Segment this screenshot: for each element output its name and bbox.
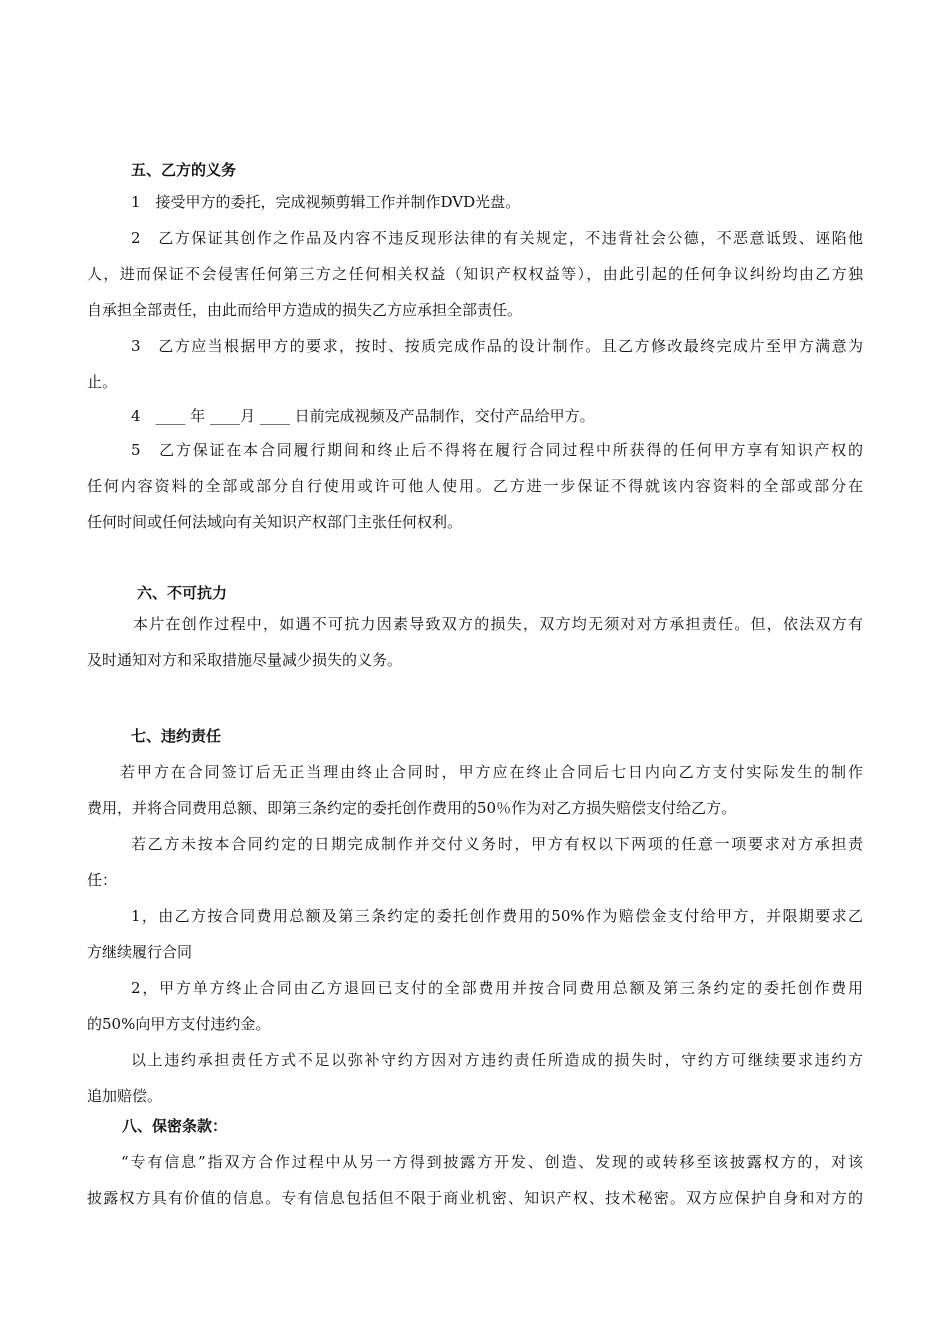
section5-item5-line3: 任何时间或任何法域向有关知识产权部门主张任何权利。	[87, 513, 463, 531]
section7-para2-line2: 任：	[87, 871, 118, 889]
section5-item4: 4 ____ 年 ____月 ____ 日前完成视频及产品制作，交付产品给甲方。	[131, 407, 595, 425]
section7-option1-line1: 1，由乙方按合同费用总额及第三条约定的委托创作费用的50%作为赔偿金支付给甲方，并限期要求乙	[131, 907, 863, 925]
section7-heading: 七、违约责任	[131, 727, 222, 745]
section5-item3-line1: 3 乙方应当根据甲方的要求，按时、按质完成作品的设计制作。且乙方修改最终完成片至甲方满意为	[131, 337, 863, 355]
section5-heading: 五、乙方的义务	[131, 161, 237, 179]
section7-option2-line1: 2，甲方单方终止合同由乙方退回已支付的全部费用并按合同费用总额及第三条约定的委托创作费用	[131, 979, 863, 997]
section5-item2-line1: 2 乙方保证其创作之作品及内容不违反现形法律的有关规定，不违背社会公德，不恶意诋毁、诬陷他	[131, 229, 863, 247]
section5-item5-line1: 5 乙方保证在本合同履行期间和终止后不得将在履行合同过程中所获得的任何甲方享有知识产权的	[131, 441, 863, 459]
section6-para-line1: 本片在创作过程中，如遇不可抗力因素导致双方的损失，双方均无须对对方承担责任。但，依法双方有	[133, 615, 863, 633]
section6-para-line2: 及时通知对方和采取措施尽量减少损失的义务。	[87, 651, 403, 669]
section7-option1-line2: 方继续履行合同	[87, 943, 193, 961]
section7-para2-line1: 若乙方未按本合同约定的日期完成制作并交付义务时，甲方有权以下两项的任意一项要求对方承担责	[131, 835, 863, 853]
section6-heading: 六、不可抗力	[137, 584, 228, 602]
section8-heading: 八、保密条款：	[122, 1117, 228, 1135]
section7-para1-line2: 费用，并将合同费用总额、即第三条约定的委托创作费用的50％作为对乙方损失赔偿支付给乙方。	[87, 799, 737, 817]
section5-item2-line3: 自承担全部责任，由此而给甲方造成的损失乙方应承担全部责任。	[87, 301, 523, 319]
section7-para1-line1: 若甲方在合同签订后无正当理由终止合同时，甲方应在终止合同后七日内向乙方支付实际发生的制作	[120, 763, 863, 781]
section7-para5-line2: 追加赔偿。	[87, 1087, 163, 1105]
section5-item3-line2: 止。	[87, 373, 118, 391]
section8-para-line2: 披露权方具有价值的信息。专有信息包括但不限于商业机密、知识产权、技术秘密。双方应保护自身和对方的	[87, 1189, 863, 1207]
section5-item5-line2: 任何内容资料的全部或部分自行使用或许可他人使用。乙方进一步保证不得就该内容资料的全部或部分在	[87, 477, 863, 495]
section7-option2-line2: 的50%向甲方支付违约金。	[87, 1015, 271, 1033]
section5-item2-line2: 人，进而保证不会侵害任何第三方之任何相关权益（知识产权权益等），由此引起的任何争议纠纷均由乙方独	[87, 265, 863, 283]
section5-item1: 1 接受甲方的委托，完成视频剪辑工作并制作DVD光盘。	[131, 193, 521, 211]
section8-para-line1: “专有信息”指双方合作过程中从另一方得到披露方开发、创造、发现的或转移至该披露权方的，对该	[121, 1153, 863, 1171]
section7-para5-line1: 以上违约承担责任方式不足以弥补守约方因对方违约责任所造成的损失时，守约方可继续要求违约方	[131, 1051, 863, 1069]
